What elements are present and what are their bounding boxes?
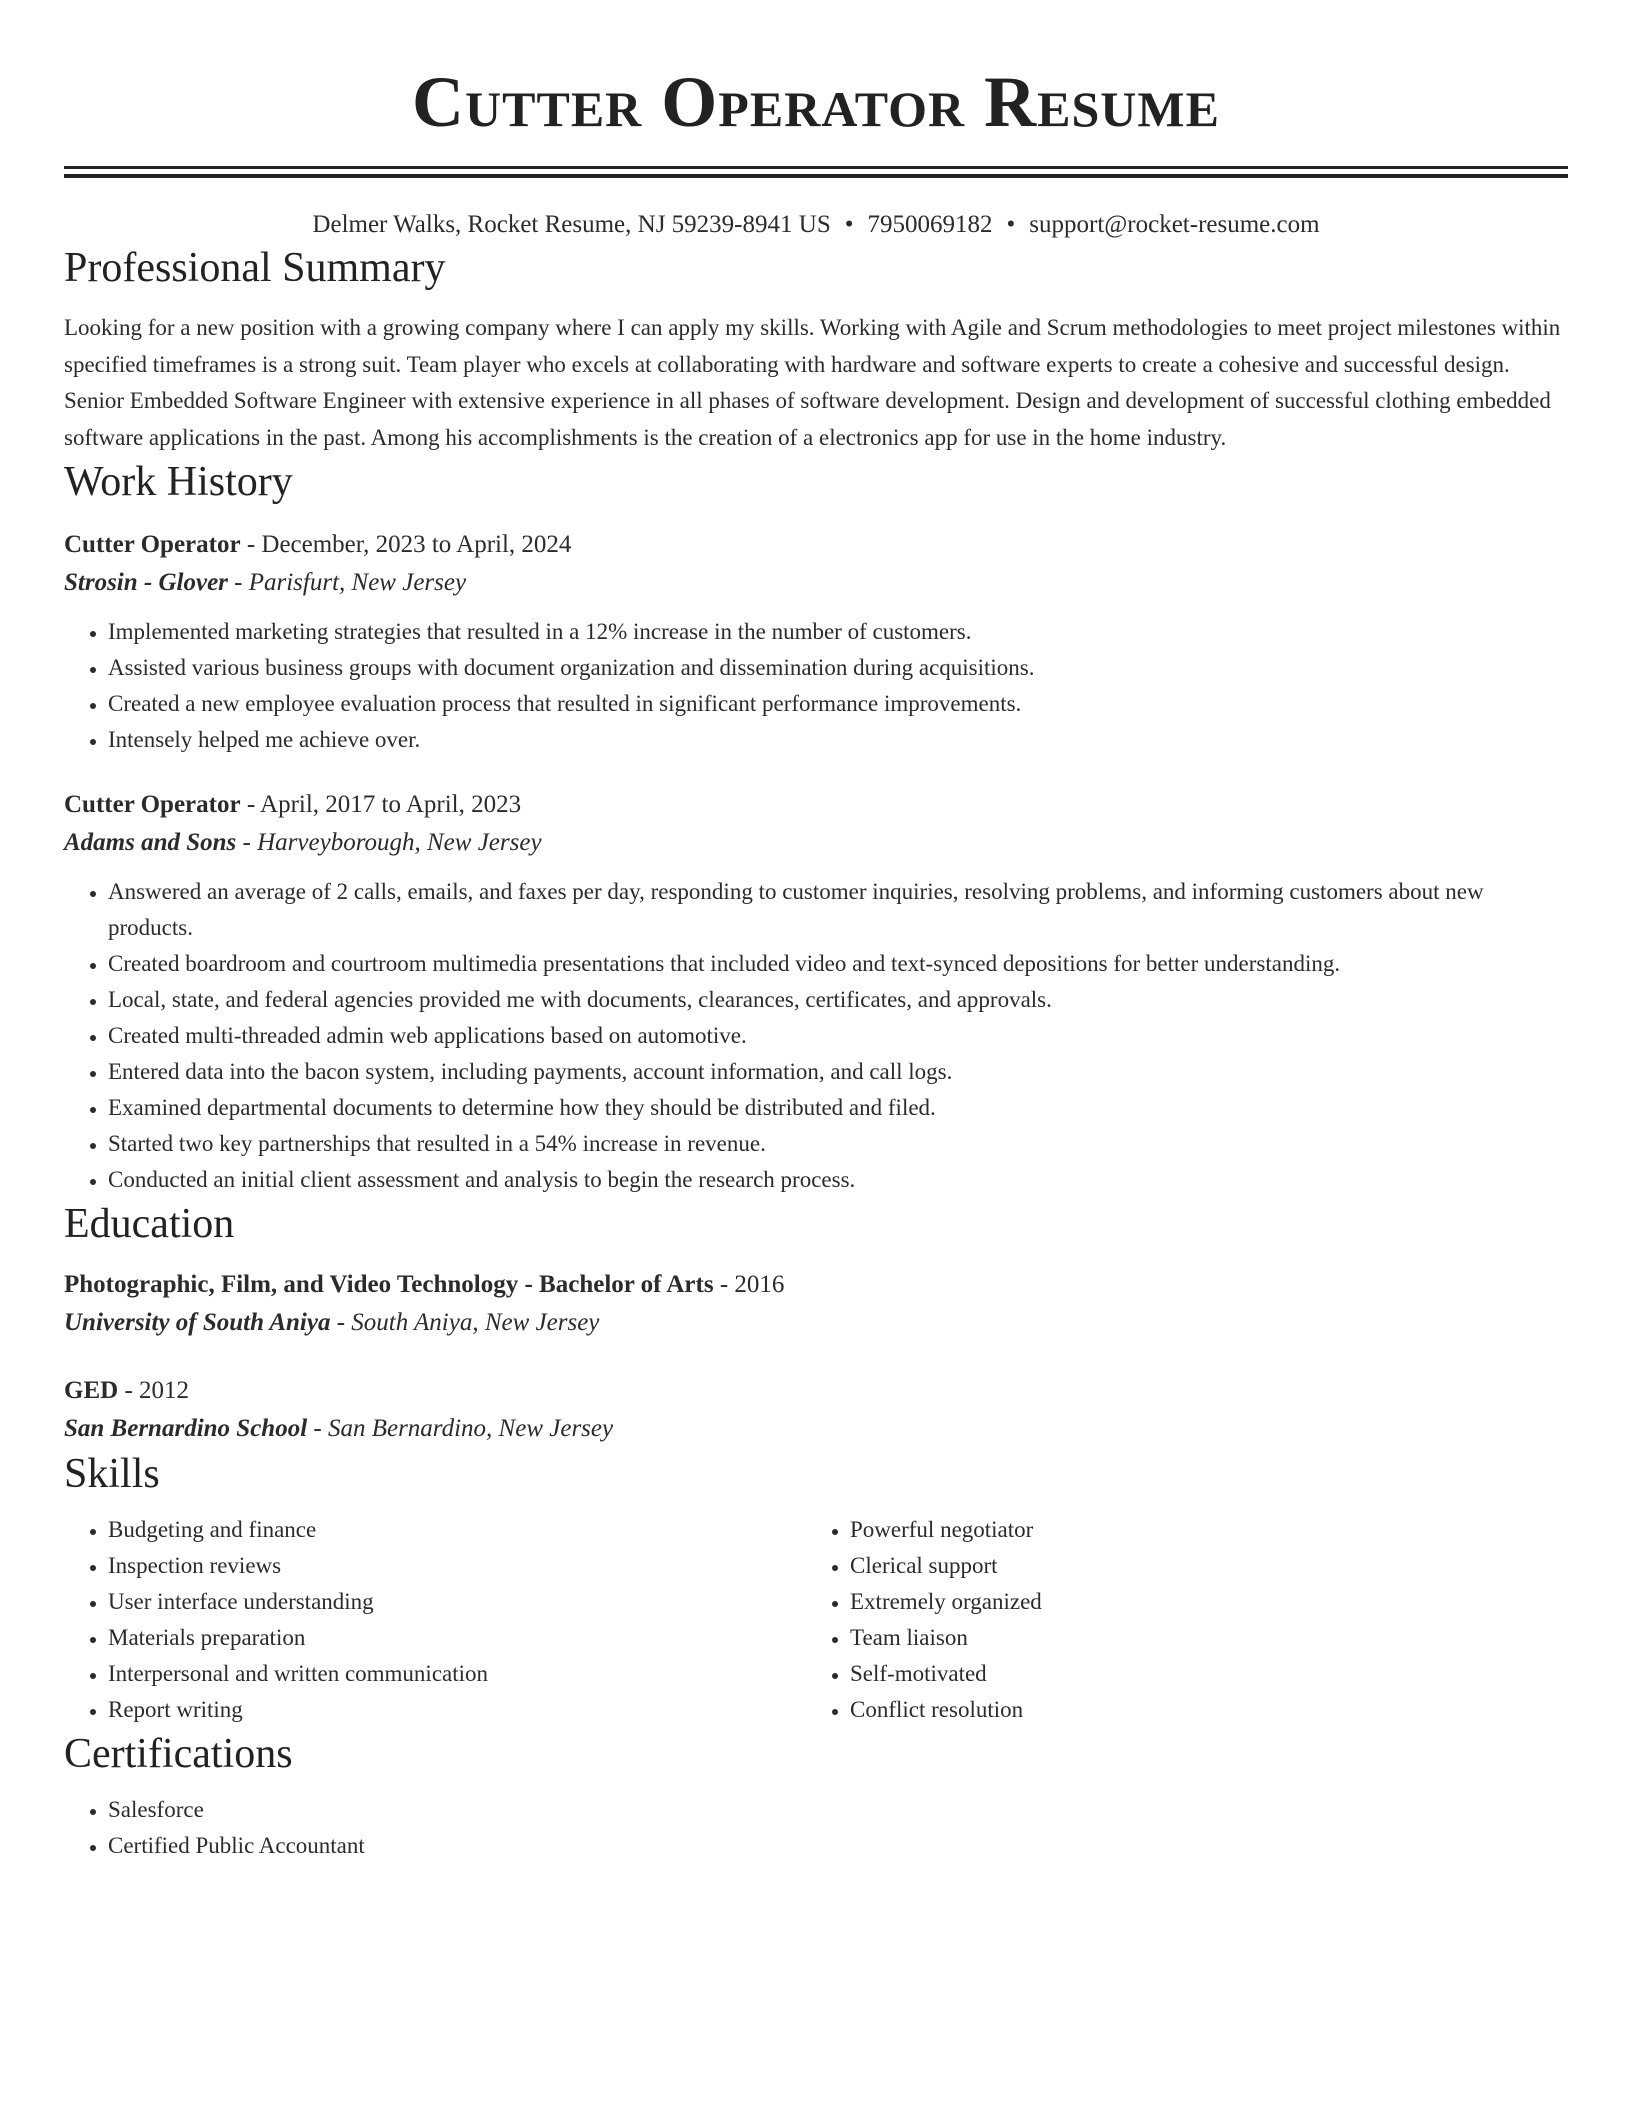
education-degree: GED	[64, 1377, 119, 1404]
skills-heading: Skills	[64, 1451, 160, 1497]
skill-item: • Budgeting and finance	[108, 1512, 806, 1548]
education-school-line	[64, 1304, 1568, 1342]
skill-item: • Clerical support	[850, 1548, 1548, 1584]
job-bullets	[64, 614, 1568, 758]
skill-item: • User interface understanding	[108, 1584, 806, 1620]
list-item: • Entered data into the bacon system, including payments, account information, and call logs.	[108, 1054, 1568, 1090]
contact-address: Delmer Walks, Rocket Resume, NJ 59239-8941 US	[312, 211, 831, 238]
list-item: • Assisted various business groups with document organization and dissemination during acquisitions.	[108, 650, 1568, 686]
job-entry	[64, 526, 1568, 758]
certifications-list	[64, 1792, 1568, 1864]
education-location: - San Bernardino, New Jersey	[307, 1415, 614, 1442]
skill-item: • Interpersonal and written communication	[108, 1656, 806, 1692]
job-location: - Parisfurt, New Jersey	[227, 569, 467, 596]
education-school: University of South Aniya	[64, 1309, 331, 1336]
certifications-heading: Certifications	[64, 1731, 293, 1777]
title-divider	[64, 166, 1568, 178]
skills-columns	[64, 1512, 1568, 1728]
job-location: - Harveyborough, New Jersey	[236, 829, 542, 856]
job-title: Cutter Operator	[64, 531, 241, 558]
list-item: • Local, state, and federal agencies provided me with documents, clearances, certificates, and approvals.	[108, 982, 1568, 1018]
work-history-heading: Work History	[64, 459, 293, 505]
education-degree: Photographic, Film, and Video Technology - Bachelor of Arts	[64, 1271, 714, 1298]
skill-item: • Self-motivated	[850, 1656, 1548, 1692]
job-company: Strosin - Glover	[64, 569, 228, 596]
contact-separator: •	[1006, 211, 1016, 238]
job-company: Adams and Sons	[64, 829, 237, 856]
skill-item: • Report writing	[108, 1692, 806, 1728]
list-item: • Intensely helped me achieve over.	[108, 722, 1568, 758]
contact-separator: •	[844, 211, 854, 238]
job-dates: - December, 2023 to April, 2024	[240, 531, 572, 558]
job-title-line	[64, 526, 1568, 564]
skill-item: • Team liaison	[850, 1620, 1548, 1656]
education-year: - 2016	[713, 1271, 785, 1298]
education-entry	[64, 1266, 1568, 1342]
skills-left-column	[64, 1512, 806, 1728]
education-degree-line	[64, 1372, 1568, 1410]
skills-right-column	[806, 1512, 1548, 1728]
list-item: • Started two key partnerships that resulted in a 54% increase in revenue.	[108, 1126, 1568, 1162]
education-school: San Bernardino School	[64, 1415, 308, 1442]
job-entry	[64, 786, 1568, 1198]
job-title-line	[64, 786, 1568, 824]
list-item: • Created boardroom and courtroom multimedia presentations that included video and text-synced depositions for better understanding.	[108, 946, 1568, 982]
list-item: • Created multi-threaded admin web applications based on automotive.	[108, 1018, 1568, 1054]
resume-title: Cutter Operator Resume	[412, 62, 1220, 142]
education-heading: Education	[64, 1201, 235, 1247]
job-bullets	[64, 874, 1568, 1198]
list-item: • Created a new employee evaluation process that resulted in significant performance improvements.	[108, 686, 1568, 722]
contact-line	[64, 208, 1568, 242]
summary-text: Looking for a new position with a growing company where I can apply my skills. Working with Agile and Scrum methodologies to meet project milestones within specified timeframes is a strong suit. Team player who excels at collaborating with hardware and software experts to create a cohesive and successful design. Senior Embedded Software Engineer with extensive experience in all phases of software development. Design and development of successful clothing embedded software applications in the past. Among his accomplishments is the creation of a electronics app for use in the home industry.	[64, 315, 1561, 450]
contact-phone: 7950069182	[867, 211, 993, 238]
certification-item: • Certified Public Accountant	[108, 1828, 1568, 1864]
list-item: • Answered an average of 2 calls, emails, and faxes per day, responding to customer inquiries, resolving problems, and informing customers about new products.	[108, 874, 1568, 946]
job-title: Cutter Operator	[64, 791, 241, 818]
job-dates: - April, 2017 to April, 2023	[240, 791, 522, 818]
skill-item: • Conflict resolution	[850, 1692, 1548, 1728]
contact-email: support@rocket-resume.com	[1029, 211, 1320, 238]
job-company-line	[64, 824, 1568, 862]
skill-item: • Inspection reviews	[108, 1548, 806, 1584]
education-year: - 2012	[118, 1377, 190, 1404]
skill-item: • Materials preparation	[108, 1620, 806, 1656]
certification-item: • Salesforce	[108, 1792, 1568, 1828]
education-degree-line	[64, 1266, 1568, 1304]
list-item: • Examined departmental documents to determine how they should be distributed and filed.	[108, 1090, 1568, 1126]
education-school-line	[64, 1410, 1568, 1448]
list-item: • Conducted an initial client assessment and analysis to begin the research process.	[108, 1162, 1568, 1198]
summary-heading: Professional Summary	[64, 245, 446, 291]
skill-item: • Extremely organized	[850, 1584, 1548, 1620]
education-entry	[64, 1372, 1568, 1448]
education-location: - South Aniya, New Jersey	[330, 1309, 600, 1336]
list-item: • Implemented marketing strategies that resulted in a 12% increase in the number of customers.	[108, 614, 1568, 650]
skill-item: • Powerful negotiator	[850, 1512, 1548, 1548]
job-company-line	[64, 564, 1568, 602]
